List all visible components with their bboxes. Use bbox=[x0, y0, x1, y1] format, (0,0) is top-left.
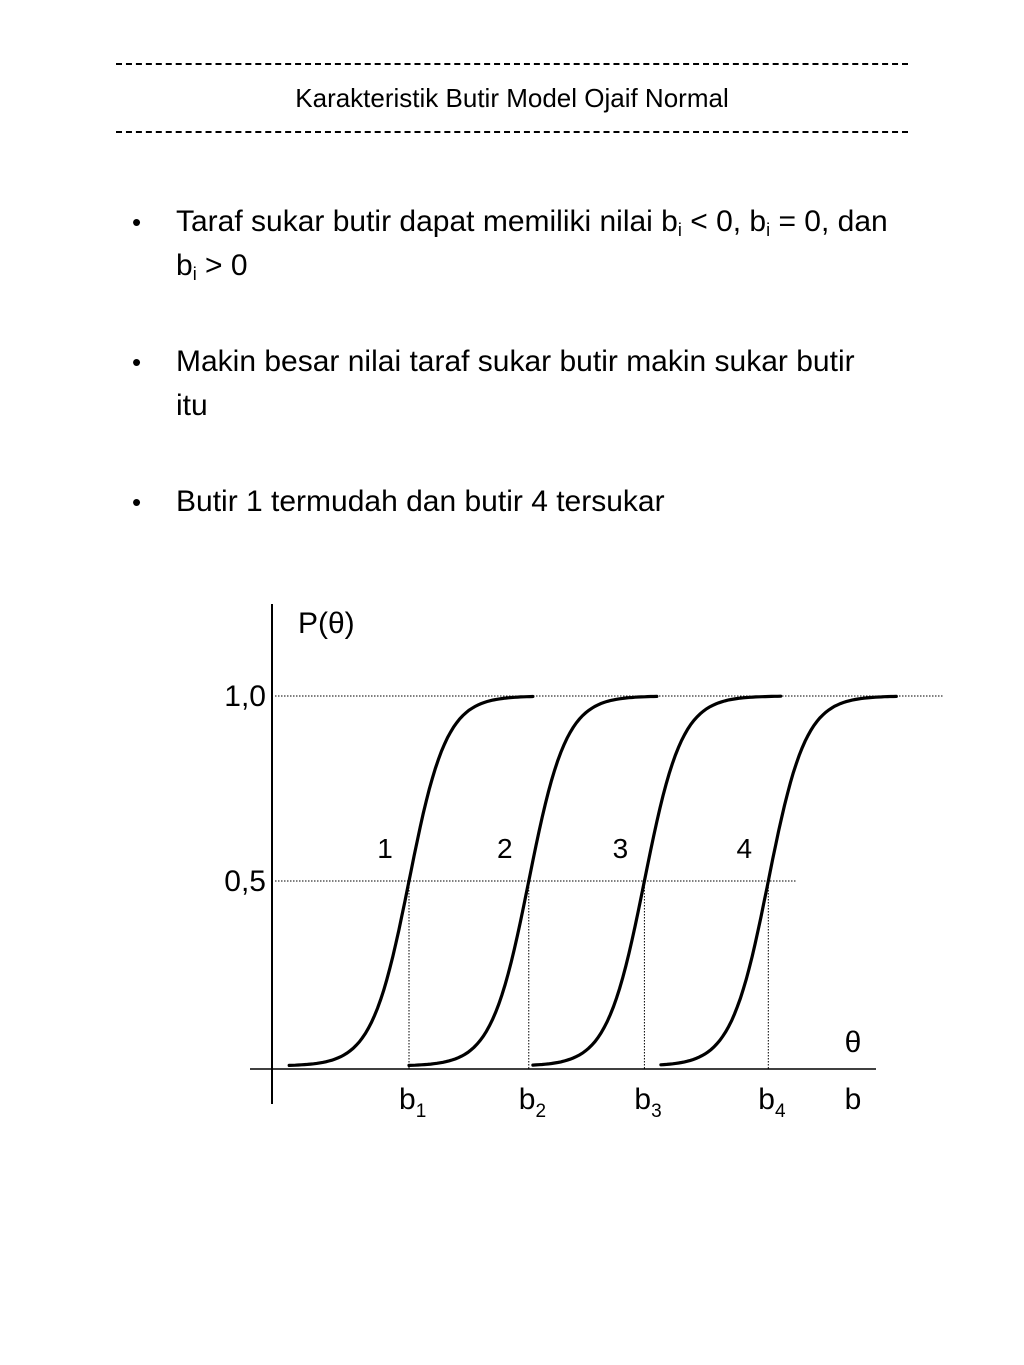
curve-label-2: 2 bbox=[496, 833, 513, 864]
subscript: i bbox=[677, 220, 682, 240]
curve-label-1: 1 bbox=[377, 833, 393, 864]
bullet-text-part: < 0, b bbox=[681, 205, 767, 238]
b-tick-label-3: $b_3$ bbox=[634, 1083, 662, 1122]
bullet-marker: • bbox=[132, 487, 142, 517]
b-tick-label-4: $b_4$ bbox=[758, 1083, 786, 1122]
subscript: i bbox=[766, 220, 771, 240]
bullet-text-part: > 0 bbox=[196, 249, 248, 282]
bullet-text-part: Taraf sukar butir dapat memiliki nilai b bbox=[176, 205, 678, 238]
bullet-marker: • bbox=[132, 347, 142, 377]
x-axis-b-label: b bbox=[844, 1083, 862, 1116]
y-axis-label: P(θ) bbox=[298, 607, 355, 640]
subscript: i bbox=[192, 264, 197, 284]
b-tick-label-2: $b_2$ bbox=[518, 1083, 547, 1122]
b-tick-label-1: $b_1$ bbox=[399, 1083, 427, 1122]
curve-label-3: 3 bbox=[612, 833, 629, 864]
y-tick-label: 0,5 bbox=[224, 865, 266, 898]
curve-label-4: 4 bbox=[736, 833, 753, 864]
bullet-text: Makin besar nilai taraf sukar butir makin sukar butir itu bbox=[176, 345, 855, 422]
bullet-text-part: = 0, dan b bbox=[176, 205, 888, 282]
y-tick-label: 1,0 bbox=[224, 680, 266, 713]
bullet-text: Butir 1 termudah dan butir 4 tersukar bbox=[176, 485, 665, 518]
page-title: Karakteristik Butir Model Ojaif Normal bbox=[295, 83, 729, 113]
bullet-marker: • bbox=[132, 207, 142, 237]
x-axis-theta-label: θ bbox=[844, 1026, 862, 1059]
